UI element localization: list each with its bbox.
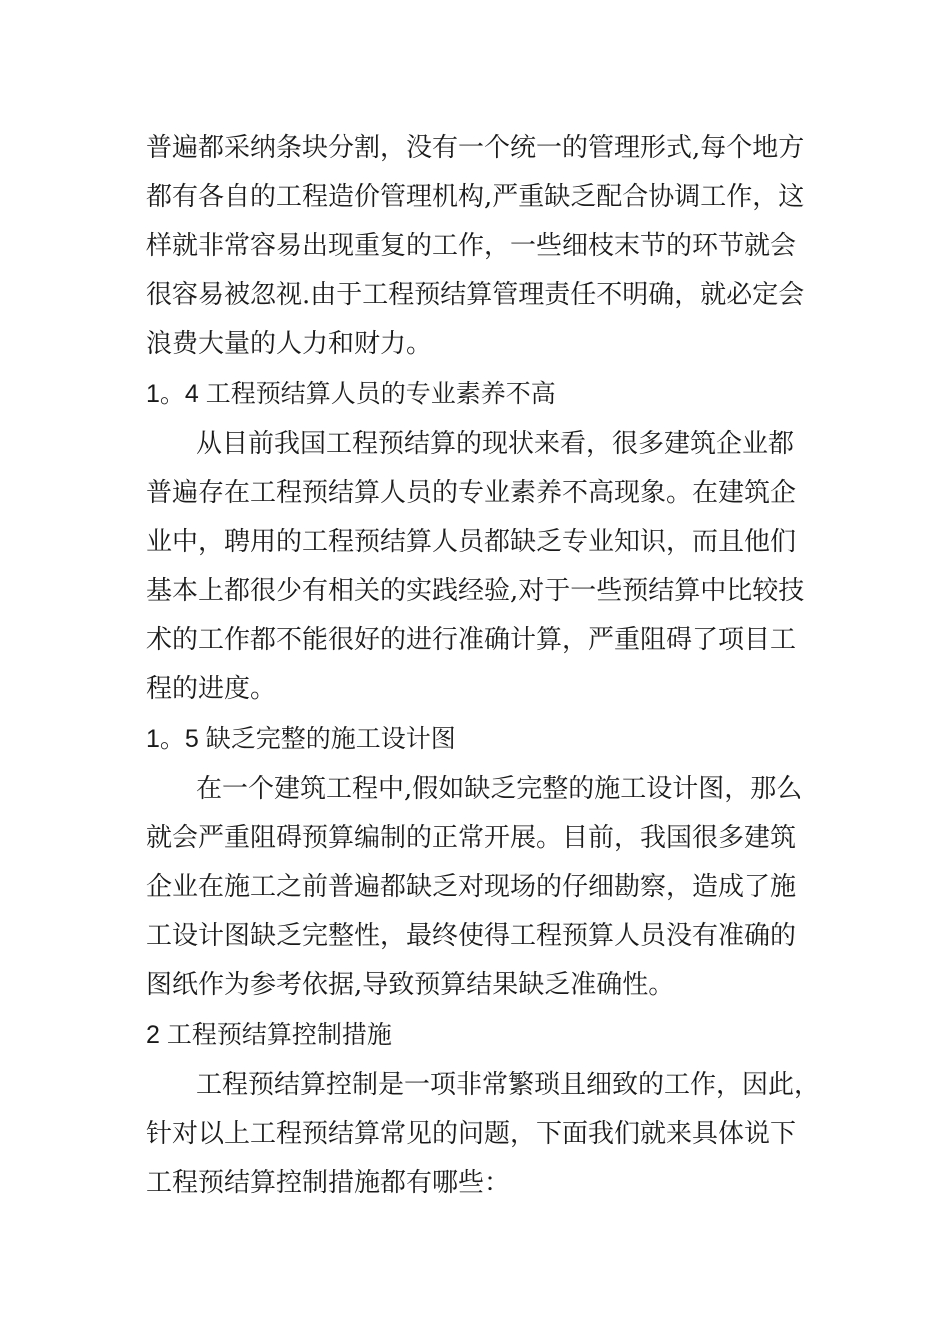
section-heading-2: 2 工程预结算控制措施 [146,1021,392,1049]
paragraph-line: 工程预结算控制措施都有哪些： [146,1168,511,1198]
paragraph-line: 普遍存在工程预结算人员的专业素养不高现象。在建筑企 [146,478,797,508]
paragraph-line: 从目前我国工程预结算的现状来看，很多建筑企业都 [196,429,795,459]
paragraph-line: 业中，聘用的工程预结算人员都缺乏专业知识，而且他们 [146,527,797,557]
paragraph-line: 程的进度。 [146,674,277,704]
paragraph-line: 就会严重阻碍预算编制的正常开展。目前，我国很多建筑 [146,823,797,853]
paragraph-line: 工设计图缺乏完整性，最终使得工程预算人员没有准确的 [146,921,797,951]
paragraph-line: 很容易被忽视.由于工程预结算管理责任不明确，就必定会 [146,280,805,310]
paragraph-line: 针对以上工程预结算常见的问题，下面我们就来具体说下 [146,1119,797,1149]
paragraph-line: 普遍都采纳条块分割，没有一个统一的管理形式,每个地方 [146,133,805,163]
paragraph-line: 样就非常容易出现重复的工作，一些细枝末节的环节就会 [146,231,797,261]
paragraph-line: 都有各自的工程造价管理机构,严重缺乏配合协调工作，这 [146,182,805,212]
paragraph-line: 术的工作都不能很好的进行准确计算，严重阻碍了项目工 [146,625,797,655]
section-heading-1-4: 1。4 工程预结算人员的专业素养不高 [146,380,556,408]
section-heading-1-5: 1。5 缺乏完整的施工设计图 [146,725,456,753]
paragraph-line: 浪费大量的人力和财力。 [146,329,433,359]
paragraph-line: 基本上都很少有相关的实践经验,对于一些预结算中比较技 [146,576,805,606]
paragraph-line: 图纸作为参考依据,导致预算结果缺乏准确性。 [146,970,675,1000]
paragraph-line: 在一个建筑工程中,假如缺乏完整的施工设计图，那么 [196,774,803,804]
paragraph-line: 工程预结算控制是一项非常繁琐且细致的工作，因此， [196,1070,821,1100]
paragraph-line: 企业在施工之前普遍都缺乏对现场的仔细勘察，造成了施 [146,872,797,902]
